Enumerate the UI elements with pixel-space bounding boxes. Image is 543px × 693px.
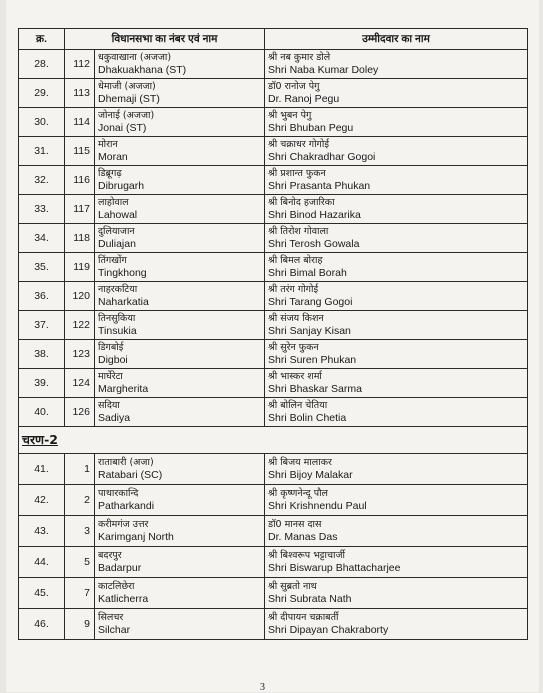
constituency-name [95,253,265,282]
serial-number: 43. [19,516,65,547]
constituency-number: 9 [65,609,95,640]
constituency-name [95,108,265,137]
constituency-name-english: Lahowal [98,209,138,221]
constituency-name-hindi: काटलिछेरा [98,581,135,592]
header-sno: क्र. [19,29,65,50]
constituency-number: 118 [65,224,95,253]
candidate-name-hindi: श्री दीपायन चक्राबर्ती [268,612,339,623]
serial-number: 31. [19,137,65,166]
constituency-name-english: Karimganj North [98,531,174,543]
constituency-name-hindi: दुलियाजान [98,226,135,237]
candidate-name-hindi: श्री संजय किशन [268,313,324,324]
constituency-name-english: Naharkatia [98,296,149,308]
candidate-name [265,253,528,282]
serial-number: 30. [19,108,65,137]
constituency-name-hindi: तिंगखोंग [98,255,127,266]
serial-number: 41. [19,454,65,485]
candidate-name-hindi: श्री बिश्वरूप भट्टाचार्जी [268,550,345,561]
serial-number: 29. [19,79,65,108]
constituency-number: 122 [65,311,95,340]
constituency-name-english: Dhemaji (ST) [98,93,160,105]
candidate-name [265,166,528,195]
candidate-name-hindi: डॉ0 मानस दास [268,519,322,530]
header-constituency: विधानसभा का नंबर एवं नाम [65,29,265,50]
table-row [19,485,528,516]
constituency-name-english: Sadiya [98,412,131,424]
candidate-name [265,578,528,609]
candidate-name-english: Dr. Ranoj Pegu [268,93,340,105]
candidate-name-hindi: श्री तरंग गोगोई [268,284,319,295]
serial-number: 33. [19,195,65,224]
constituency-name-hindi: डिगबोई [98,342,124,353]
constituency-name [95,166,265,195]
table-row [19,137,528,166]
constituency-name [95,282,265,311]
constituency-name-english: Moran [98,151,128,163]
candidate-name-hindi: श्री सुरेन फुकन [268,342,319,353]
candidate-name-hindi: श्री प्रशान्त फुकन [268,168,326,179]
phase1-body [19,50,528,427]
constituency-name-english: Tinsukia [98,325,137,337]
phase2-label: चरण-2 [19,427,528,454]
constituency-number: 1 [65,454,95,485]
constituency-number: 114 [65,108,95,137]
constituency-name-english: Patharkandi [98,500,155,512]
candidate-name [265,547,528,578]
table-row [19,398,528,427]
candidate-name-hindi: श्री तिरोश गोवाला [268,226,329,237]
constituency-name [95,195,265,224]
candidate-name-hindi: श्री बोलिन चेतिया [268,400,328,411]
document-page [6,0,539,692]
table-row [19,108,528,137]
candidate-name-english: Shri Subrata Nath [268,593,352,605]
constituency-name-hindi: डिब्रूगढ़ [98,168,122,179]
constituency-name-hindi: नाहरकटिया [98,284,138,295]
candidate-name-english: Shri Suren Phukan [268,354,357,366]
constituency-number: 117 [65,195,95,224]
candidate-name [265,137,528,166]
candidate-name [265,454,528,485]
table-row [19,166,528,195]
candidate-name-hindi: श्री नब कुमार डोले [268,52,331,63]
serial-number: 35. [19,253,65,282]
candidate-name [265,398,528,427]
constituency-name [95,398,265,427]
constituency-name [95,516,265,547]
constituency-name-hindi: धकुवाखाना (अजजा) [98,52,172,63]
candidate-name-english: Shri Krishnendu Paul [268,500,367,512]
table-row [19,50,528,79]
constituency-name [95,578,265,609]
table-row [19,195,528,224]
constituency-name-hindi: राताबारी (अजा) [98,457,154,468]
candidate-name-english: Shri Bolin Chetia [268,412,347,424]
constituency-name [95,454,265,485]
constituency-name [95,311,265,340]
candidate-name-english: Shri Terosh Gowala [268,238,360,250]
table-row [19,282,528,311]
constituency-name-english: Dibrugarh [98,180,145,192]
constituency-number: 113 [65,79,95,108]
candidate-name-english: Shri Bimal Borah [268,267,347,279]
candidate-name-english: Shri Sanjay Kisan [268,325,351,337]
table-row [19,340,528,369]
serial-number: 40. [19,398,65,427]
candidate-name-english: Shri Prasanta Phukan [268,180,371,192]
candidate-name [265,50,528,79]
constituency-name [95,137,265,166]
candidate-name-english: Shri Bhuban Pegu [268,122,354,134]
table-row [19,516,528,547]
constituency-name-english: Ratabari (SC) [98,469,163,481]
constituency-name-hindi: लाहोवाल [98,197,129,208]
candidate-name [265,195,528,224]
candidate-table [18,28,528,640]
candidate-name [265,311,528,340]
candidate-name [265,340,528,369]
candidate-name [265,516,528,547]
serial-number: 32. [19,166,65,195]
constituency-name-hindi: तिनसुकिया [98,313,136,324]
table-row [19,79,528,108]
candidate-name-hindi: श्री भुबन पेगु [268,110,312,121]
candidate-name-hindi: श्री भास्कर शर्मा [268,371,322,382]
serial-number: 44. [19,547,65,578]
constituency-number: 112 [65,50,95,79]
constituency-name-hindi: जोनाई (अजजा) [98,110,155,121]
constituency-number: 124 [65,369,95,398]
constituency-number: 115 [65,137,95,166]
constituency-name [95,79,265,108]
constituency-name [95,369,265,398]
constituency-name-hindi: मोरान [98,139,118,150]
constituency-name-english: Margherita [98,383,149,395]
serial-number: 34. [19,224,65,253]
candidate-name [265,369,528,398]
table-row [19,311,528,340]
serial-number: 39. [19,369,65,398]
page-number: 3 [260,682,265,693]
constituency-name-english: Digboi [98,354,128,366]
serial-number: 28. [19,50,65,79]
constituency-name-hindi: बदरपुर [98,550,122,561]
constituency-number: 3 [65,516,95,547]
table-row [19,609,528,640]
candidate-name-english: Shri Bijoy Malakar [268,469,353,481]
constituency-name-hindi: पाथारकान्दि [98,488,139,499]
constituency-name [95,340,265,369]
phase-row [19,427,528,454]
candidate-name-hindi: श्री सुब्रतो नाथ [268,581,317,592]
candidate-name-hindi: श्री चक्राधर गोगोई [268,139,330,150]
serial-number: 46. [19,609,65,640]
serial-number: 42. [19,485,65,516]
candidate-name-english: Shri Chakradhar Gogoi [268,151,376,163]
table-row [19,224,528,253]
table-row [19,253,528,282]
candidate-name [265,224,528,253]
candidate-name-english: Shri Biswarup Bhattacharjee [268,562,401,574]
candidate-name-hindi: श्री बिनोद हजारिका [268,197,335,208]
candidate-name-hindi: श्री बिजय मालाकर [268,457,332,468]
constituency-name-hindi: सिलचर [98,612,124,623]
candidate-name [265,108,528,137]
candidate-name-english: Dr. Manas Das [268,531,338,543]
serial-number: 45. [19,578,65,609]
constituency-number: 120 [65,282,95,311]
constituency-name [95,224,265,253]
constituency-name-english: Jonai (ST) [98,122,147,134]
serial-number: 37. [19,311,65,340]
candidate-name [265,485,528,516]
table-row [19,578,528,609]
table-header-row [19,29,528,50]
header-candidate: उम्मीदवार का नाम [265,29,528,50]
constituency-name-hindi: धेमाजी (अजजा) [98,81,156,92]
candidate-name-hindi: डॉ0 रानोज पेगु [268,81,320,92]
constituency-name-english: Katlicherra [98,593,149,605]
candidate-name-english: Shri Tarang Gogoi [268,296,353,308]
candidate-name [265,282,528,311]
constituency-name-english: Dhakuakhana (ST) [98,64,187,76]
constituency-name-hindi: सदिया [98,400,120,411]
constituency-number: 2 [65,485,95,516]
candidate-name-hindi: श्री कृष्णनेन्दू पौल [268,488,328,499]
constituency-name-hindi: मार्घेरेटा [98,371,123,382]
constituency-name [95,547,265,578]
constituency-name-english: Silchar [98,624,131,636]
table-row [19,454,528,485]
constituency-name-english: Tingkhong [98,267,147,279]
constituency-number: 7 [65,578,95,609]
serial-number: 36. [19,282,65,311]
candidate-name-english: Shri Dipayan Chakraborty [268,624,389,636]
phase2-body [19,454,528,640]
candidate-name [265,79,528,108]
constituency-name [95,609,265,640]
constituency-number: 123 [65,340,95,369]
constituency-number: 5 [65,547,95,578]
constituency-number: 126 [65,398,95,427]
constituency-name-english: Duliajan [98,238,136,250]
constituency-name [95,50,265,79]
table-row [19,547,528,578]
candidate-name-english: Shri Binod Hazarika [268,209,361,221]
constituency-number: 116 [65,166,95,195]
constituency-number: 119 [65,253,95,282]
candidate-name-english: Shri Bhaskar Sarma [268,383,362,395]
serial-number: 38. [19,340,65,369]
table-row [19,369,528,398]
constituency-name-english: Badarpur [98,562,142,574]
candidate-name-hindi: श्री बिमल बोराह [268,255,323,266]
constituency-name-hindi: करीमगंज उत्तर [98,519,149,530]
candidate-name [265,609,528,640]
constituency-name [95,485,265,516]
candidate-name-english: Shri Naba Kumar Doley [268,64,379,76]
